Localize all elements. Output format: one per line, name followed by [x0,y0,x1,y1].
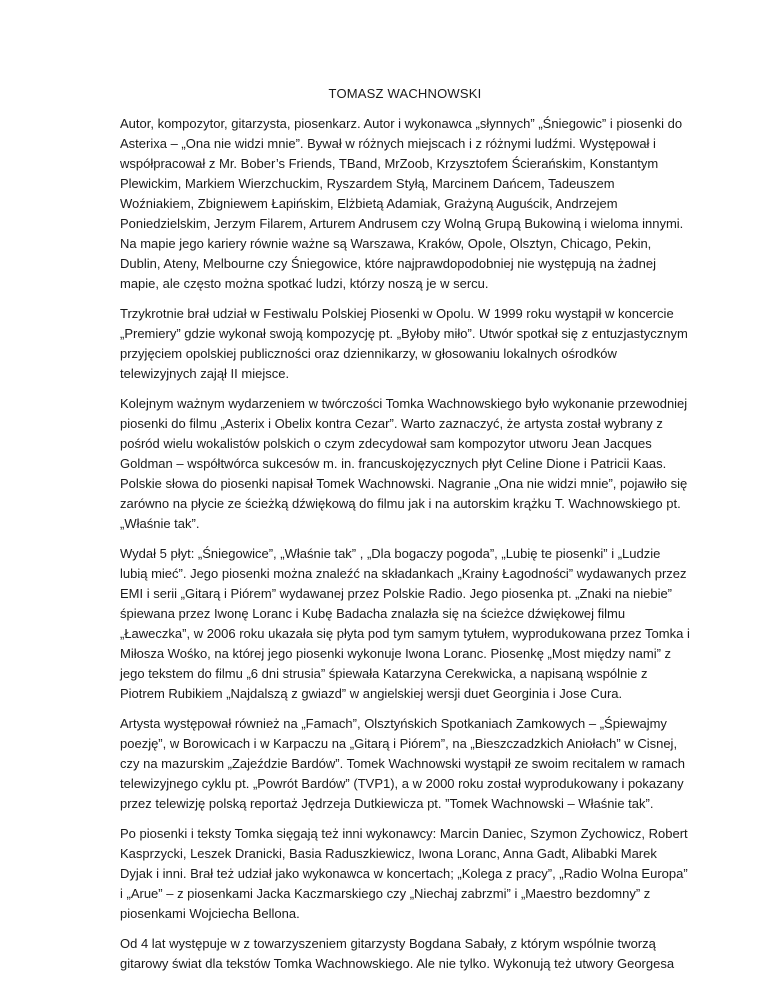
paragraph-5: Artysta występował również na „Famach”, Olsztyńskich Spotkaniach Zamkowych – „Śpiewajmy poezję”, w Borowicach i w Karpaczu na „Gitarą i Piórem”, na „Bieszczadzkich Aniołach” w Cisnej, czy na mazurskim „Zajeździe Bardów”. Tomek Wachnowski wystąpił ze swoim recitalem w ramach telewizyjnego cyklu pt. „Powrót Bardów” (TVP1), a w 2000 roku został wyprodukowany i pokazany przez telewizję polską reportaż Jędrzeja Dutkiewicza pt. ”Tomek Wachnowski – Właśnie tak”. [120,716,685,811]
paragraph-6: Po piosenki i teksty Tomka sięgają też inni wykonawcy: Marcin Daniec, Szymon Zychowicz, Robert Kasprzycki, Leszek Dranicki, Basia Raduszkiewicz, Iwona Loranc, Anna Gadt, Alibabki Marek Dyjak i inni. Brał też udział jako wykonawca w koncertach; „Kolega z pracy”, „Radio Wolna Europa” i „Arue” – z piosenkami Jacka Kaczmarskiego czy „Niechaj zabrzmi” i „Maestro bezdomny” z piosenkami Wojciecha Bellona. [120,826,688,921]
paragraph-2: Trzykrotnie brał udział w Festiwalu Polskiej Piosenki w Opolu. W 1999 roku wystąpił w koncercie „Premiery” gdzie wykonał swoją kompozycję pt. „Byłoby miło”. Utwór spotkał się z entuzjastycznym przyjęciem opolskiej publiczności oraz dziennikarzy, w głosowaniu lokalnych ośrodków telewizyjnych zajął II miejsce. [120,306,688,381]
paragraph-7: Od 4 lat występuje w z towarzyszeniem gitarzysty Bogdana Sabały, z którym wspólnie tworzą gitarowy świat dla tekstów Tomka Wachnowskiego. Ale nie tylko. Wykonują też utwory Georgesa [120,936,675,971]
paragraph-4: Wydał 5 płyt: „Śniegowice”, „Właśnie tak” , „Dla bogaczy pogoda”, „Lubię te piosenki” i „Ludzie lubią mieć”. Jego piosenki można znaleźć na składankach „Krainy Łagodności” wydawanych przez EMI i serii „Gitarą i Piórem” wydawanej przez Polskie Radio. Jego piosenka pt. „Znaki na niebie” śpiewana przez Iwonę Loranc i Kubę Badacha znalazła się na ścieżce dźwiękowej filmu „Ławeczka”, w 2006 roku ukazała się płyta pod tym samym tytułem, wyprodukowana przez Tomka i Miłosza Wośko, na której jego piosenki wykonuje Iwona Loranc. Piosenkę „Most między nami” z jego tekstem do filmu „6 dni strusia” śpiewała Katarzyna Cerekwicka, a napisaną wspólnie z Piotrem Rubikiem „Najdalszą z gwiazd” w angielskiej wersji duet Georginia i Jose Cura. [120,546,690,701]
document-title: TOMASZ WACHNOWSKI [328,86,482,101]
paragraph-3: Kolejnym ważnym wydarzeniem w twórczości Tomka Wachnowskiego było wykonanie przewodniej piosenki do filmu „Asterix i Obelix kontra Cezar”. Warto zaznaczyć, że artysta został wybrany z pośród wielu wokalistów polskich o czym zdecydował sam kompozytor utworu Jean Jacques Goldman – współtwórca sukcesów m. in. francuskojęzycznych płyt Celine Dione i Patricii Kaas. Polskie słowa do piosenki napisał Tomek Wachnowski. Nagranie „Ona nie widzi mnie”, pojawiło się zarówno na płycie ze ścieżką dźwiękową do filmu jak i na autorskim krążku T. Wachnowskiego pt. „Właśnie tak”. [120,396,688,531]
paragraph-1: Autor, kompozytor, gitarzysta, piosenkarz. Autor i wykonawca „słynnych” „Śniegowic” i piosenki do Asterixa – „Ona nie widzi mnie”. Bywał w różnych miejscach i z różnymi ludźmi. Występował i współpracował z Mr. Bober’s Friends, TBand, MrZoob, Krzysztofem Ścierańskim, Konstantym Plewickim, Markiem Wierzchuckim, Ryszardem Styłą, Marcinem Dańcem, Tadeuszem Woźniakiem, Zbigniewem Łapińskim, Elżbietą Adamiak, Grażyną Auguścik, Andrzejem Poniedzielskim, Jerzym Filarem, Arturem Andrusem czy Wolną Grupą Bukowiną i wieloma innymi. Na mapie jego kariery równie ważne są Warszawa, Kraków, Opole, Olsztyn, Chicago, Pekin, Dublin, Ateny, Melbourne czy Śniegowice, które najprawdopodobniej nie występują na żadnej mapie, ale często można spotkać ludzi, którzy noszą je w sercu. [120,116,684,291]
document-body [120,84,690,984]
